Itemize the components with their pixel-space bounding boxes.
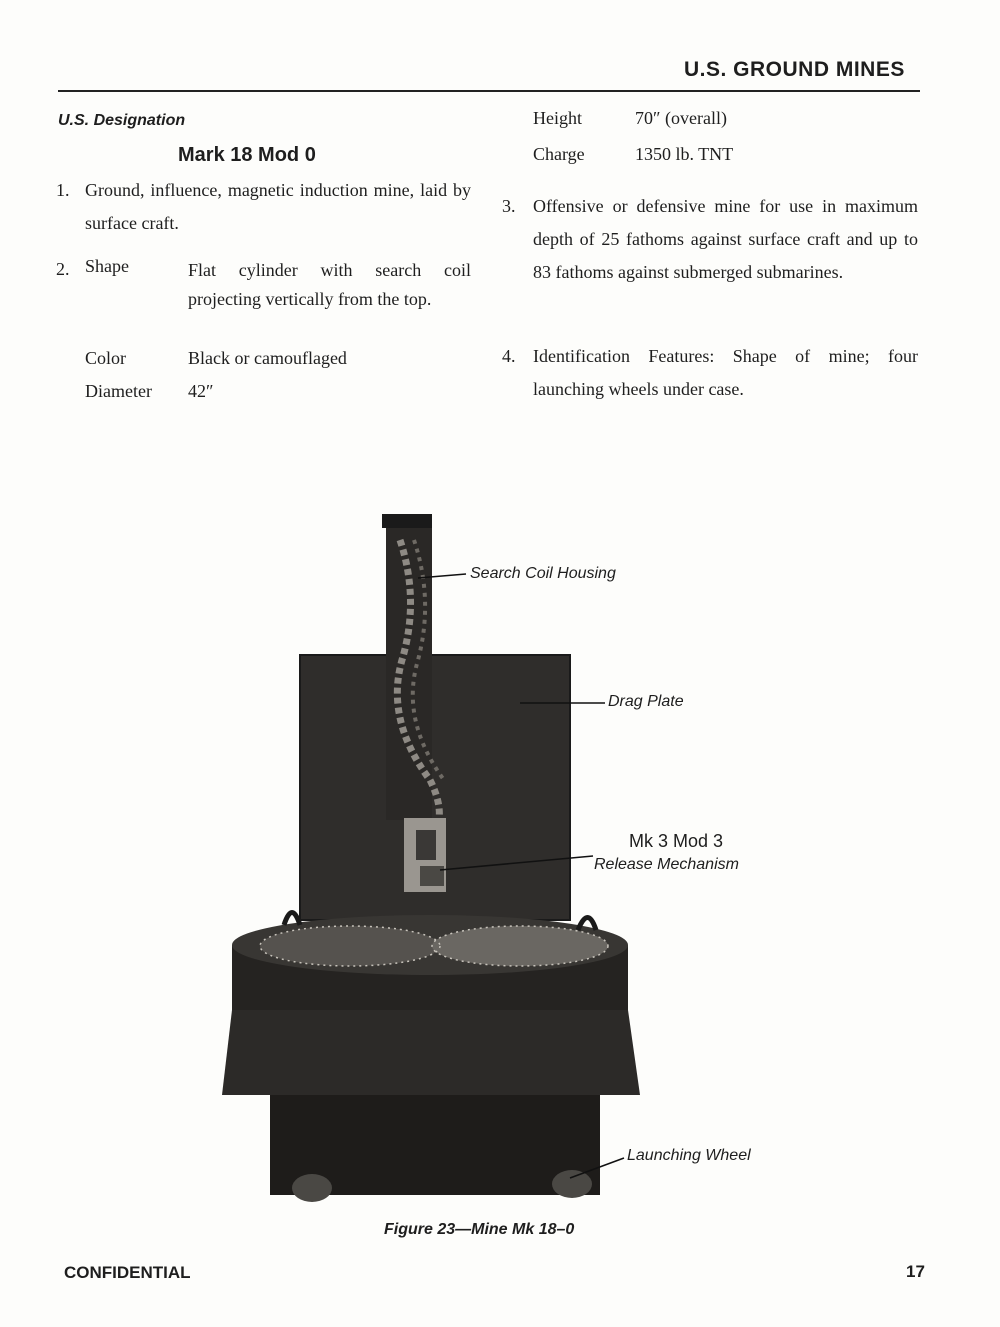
- callout-release-subtitle: Release Mechanism: [594, 856, 739, 873]
- item-1-text: Ground, influence, magnetic induction mine, laid by surface craft.: [85, 180, 471, 233]
- item-3-number: 3.: [502, 196, 516, 216]
- spec-value-charge: 1350 lb. TNT: [635, 144, 734, 164]
- spec-value-diameter: 42″: [188, 381, 214, 401]
- classification-label: CONFIDENTIAL: [64, 1263, 191, 1282]
- spec-label-shape: Shape: [85, 256, 129, 276]
- callout-drag-plate: Drag Plate: [608, 693, 684, 710]
- callout-launching-wheel: Launching Wheel: [627, 1147, 751, 1164]
- designation-label: U.S. Designation: [58, 112, 186, 129]
- spec-label-color: Color: [85, 348, 127, 368]
- spec-label-charge: Charge: [533, 144, 585, 164]
- spec-value-color: Black or camouflaged: [188, 348, 347, 368]
- figure-caption: Figure 23—Mine Mk 18–0: [384, 1221, 575, 1238]
- spec-label-diameter: Diameter: [85, 381, 152, 401]
- spec-label-height: Height: [533, 108, 582, 128]
- release-mechanism: [404, 818, 446, 892]
- callout-search-coil: Search Coil Housing: [470, 565, 616, 582]
- item-1-number: 1.: [56, 180, 70, 200]
- section-header: U.S. GROUND MINES: [684, 58, 905, 81]
- callout-release-title: Mk 3 Mod 3: [629, 831, 724, 851]
- mine-title: Mark 18 Mod 0: [178, 144, 316, 166]
- item-3-text: Offensive or defensive mine for use in maximum depth of 25 fathoms against surface craft and up to 83 fathoms against submerged submarines.: [533, 196, 918, 282]
- item-4-text: Identification Features: Shape of mine; four launching wheels under case.: [533, 346, 918, 399]
- item-2-number: 2.: [56, 259, 70, 279]
- spec-value-height: 70″ (overall): [635, 108, 727, 128]
- mine-case: [222, 913, 640, 1196]
- page-number: 17: [906, 1262, 925, 1281]
- spec-value-shape: Flat cylinder with search coil projecting vertically from the top.: [188, 260, 471, 309]
- item-4-number: 4.: [502, 346, 516, 366]
